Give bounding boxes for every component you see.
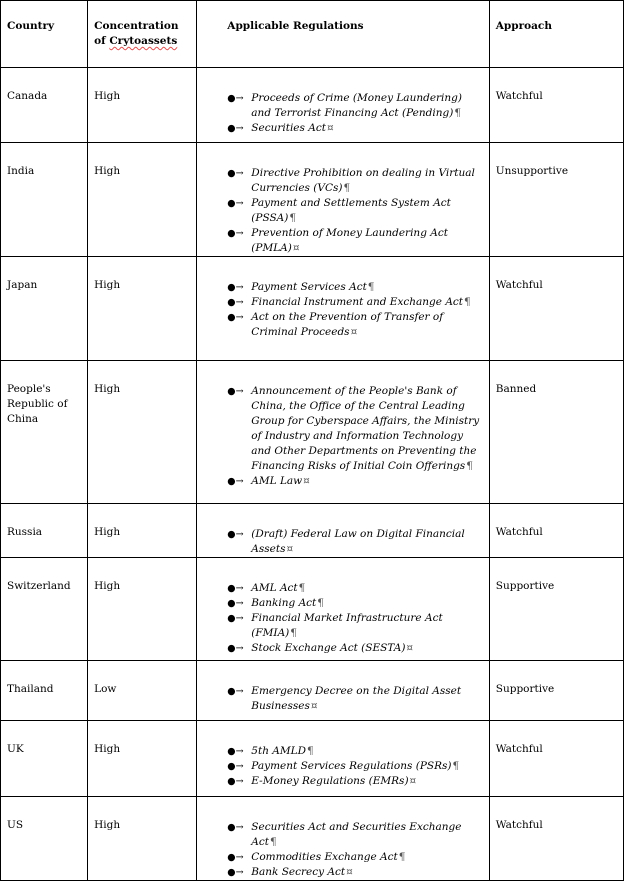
regulations-cell: [197, 143, 489, 257]
regulation-text: Banking Act: [251, 597, 317, 609]
list-item: [227, 596, 484, 611]
bullet-arrow-icon: ●→: [227, 613, 244, 624]
concentration-value-cell: [88, 504, 197, 558]
cell-end-mark-icon: ¤: [346, 866, 353, 878]
concentration-value: High: [94, 819, 121, 831]
header-regulations: Applicable Regulations: [227, 20, 364, 32]
list-item: [227, 121, 484, 136]
bullet-arrow-icon: ●→: [227, 867, 244, 878]
concentration-value-cell: [88, 797, 197, 881]
concentration-value-cell: [88, 661, 197, 721]
list-item: [227, 295, 484, 310]
regulations-cell: [197, 68, 489, 143]
regulation-text: Proceeds of Crime (Money Laundering) and Terrorist Financing Act (Pending): [251, 92, 462, 119]
approach-value-cell: [489, 797, 623, 881]
header-crytoassets-misspelled: Crytoassets: [109, 35, 178, 47]
regulation-list: [197, 257, 488, 340]
regulation-text: Financial Instrument and Exchange Act: [251, 296, 463, 308]
table-row: [1, 721, 624, 797]
pilcrow-icon: ¶: [298, 582, 306, 594]
pilcrow-icon: ¶: [317, 597, 324, 609]
bullet-arrow-icon: ●→: [227, 297, 244, 308]
regulation-list: [197, 504, 488, 557]
table-row: [1, 504, 624, 558]
header-cell-concentration: [88, 1, 197, 68]
country-name: Russia: [7, 526, 43, 538]
bullet-arrow-icon: ●→: [227, 476, 244, 487]
concentration-value-cell: [88, 257, 197, 361]
bullet-arrow-icon: ●→: [227, 643, 244, 654]
regulation-list: [197, 797, 488, 880]
approach-value: Watchful: [495, 90, 543, 102]
bullet-arrow-icon: ●→: [227, 198, 244, 209]
approach-value-cell: [489, 257, 623, 361]
concentration-value-cell: [88, 361, 197, 504]
approach-value: Banned: [495, 383, 537, 395]
approach-value-cell: [489, 558, 623, 661]
approach-value-cell: [489, 504, 623, 558]
regulation-text: Emergency Decree on the Digital Asset Businesses: [251, 685, 462, 712]
bullet-arrow-icon: ●→: [227, 746, 244, 757]
country-name: Japan: [7, 279, 38, 291]
list-item: [227, 774, 484, 789]
header-cell-approach: [489, 1, 623, 68]
approach-value: Watchful: [495, 819, 543, 831]
pilcrow-icon: ¶: [452, 760, 460, 772]
pilcrow-icon: ¶: [466, 460, 473, 472]
regulations-cell: [197, 797, 489, 881]
list-item: [227, 581, 484, 596]
cell-end-mark-icon: ¤: [326, 122, 334, 134]
regulation-list: [197, 361, 488, 489]
country-name-cell: [1, 361, 88, 504]
concentration-value-cell: [88, 721, 197, 797]
pilcrow-icon: ¶: [398, 851, 406, 863]
concentration-value-cell: [88, 68, 197, 143]
bullet-arrow-icon: ●→: [227, 228, 244, 239]
table-row: [1, 361, 624, 504]
country-name-cell: [1, 143, 88, 257]
bullet-arrow-icon: ●→: [227, 583, 244, 594]
approach-value: Watchful: [495, 279, 543, 291]
concentration-value: High: [94, 383, 121, 395]
regulation-text: Securities Act and Securities Exchange Act: [251, 821, 462, 848]
table-row: [1, 661, 624, 721]
list-item: [227, 684, 484, 714]
regulation-text: Announcement of the People's Bank of China, the Office of the Central Leading Group for Cyberspace Affairs, the Ministry of Industry and Information Technology and Other Departments on Preventing the Financing Risks of Initial Coin Offerings: [251, 385, 480, 472]
country-name-cell: [1, 257, 88, 361]
pilcrow-icon: ¶: [367, 281, 375, 293]
bullet-arrow-icon: ●→: [227, 852, 244, 863]
approach-value-cell: [489, 143, 623, 257]
country-name: India: [7, 165, 35, 177]
regulation-text: Act on the Prevention of Transfer of Criminal Proceeds: [251, 311, 444, 338]
regulation-list: [197, 661, 488, 714]
regulation-list: [197, 143, 488, 256]
approach-value: Watchful: [495, 743, 543, 755]
regulation-text: 5th AMLD: [251, 745, 307, 757]
concentration-value: High: [94, 743, 121, 755]
regulation-text: AML Law: [251, 475, 303, 487]
concentration-value: High: [94, 580, 121, 592]
bullet-arrow-icon: ●→: [227, 598, 244, 609]
country-name: Switzerland: [7, 580, 71, 592]
regulation-list: [197, 721, 488, 789]
bullet-arrow-icon: ●→: [227, 93, 244, 104]
bullet-arrow-icon: ●→: [227, 282, 244, 293]
country-name-cell: [1, 661, 88, 721]
list-item: [227, 280, 484, 295]
regulations-cell: [197, 721, 489, 797]
list-item: [227, 820, 484, 850]
header-row: [1, 1, 624, 68]
bullet-arrow-icon: ●→: [227, 776, 244, 787]
concentration-value: High: [94, 165, 121, 177]
table-row: [1, 558, 624, 661]
country-name-cell: [1, 721, 88, 797]
concentration-value-cell: [88, 143, 197, 257]
country-name-cell: [1, 68, 88, 143]
list-item: [227, 850, 484, 865]
regulation-text: Payment Services Regulations (PSRs): [251, 760, 452, 772]
country-name: UK: [7, 743, 24, 755]
regulation-text: Prevention of Money Laundering Act (PMLA): [251, 227, 448, 254]
pilcrow-icon: ¶: [454, 107, 461, 119]
country-name: Thailand: [7, 683, 54, 695]
approach-value: Supportive: [495, 580, 555, 592]
header-cell-regulations: [197, 1, 489, 68]
table-row: [1, 143, 624, 257]
regulations-cell: [197, 504, 489, 558]
pilcrow-icon: ¶: [307, 745, 314, 757]
approach-value: Watchful: [495, 526, 543, 538]
bullet-arrow-icon: ●→: [227, 761, 244, 772]
header-country: Country: [7, 20, 55, 32]
list-item: [227, 310, 484, 340]
country-name: US: [7, 819, 24, 831]
pilcrow-icon: ¶: [269, 836, 277, 848]
header-concentration: [88, 1, 196, 49]
list-item: [227, 166, 484, 196]
regulations-cell: [197, 558, 489, 661]
header-concentration-line1: Concentration: [94, 20, 179, 32]
table-body: [1, 68, 624, 881]
regulations-cell: [197, 361, 489, 504]
approach-value: Unsupportive: [495, 165, 569, 177]
pilcrow-icon: ¶: [343, 182, 351, 194]
bullet-arrow-icon: ●→: [227, 822, 244, 833]
country-name-cell: [1, 558, 88, 661]
table-row: [1, 68, 624, 143]
cell-end-mark-icon: ¤: [409, 775, 417, 787]
regulation-text: Commodities Exchange Act: [251, 851, 398, 863]
regulation-text: AML Act: [251, 582, 298, 594]
approach-value-cell: [489, 661, 623, 721]
list-item: [227, 474, 484, 489]
table-row: [1, 257, 624, 361]
pilcrow-icon: ¶: [290, 627, 297, 639]
regulations-cell: [197, 661, 489, 721]
list-item: [227, 226, 484, 256]
list-item: [227, 91, 484, 121]
regulation-text: Financial Market Infrastructure Act (FMIA): [251, 612, 443, 639]
bullet-arrow-icon: ●→: [227, 529, 244, 540]
concentration-value-cell: [88, 558, 197, 661]
list-item: [227, 744, 484, 759]
list-item: [227, 865, 484, 880]
bullet-arrow-icon: ●→: [227, 386, 244, 397]
bullet-arrow-icon: ●→: [227, 686, 244, 697]
list-item: [227, 384, 484, 474]
list-item: [227, 759, 484, 774]
regulation-text: Securities Act: [251, 122, 326, 134]
header-approach: Approach: [495, 20, 552, 32]
pilcrow-icon: ¶: [464, 296, 471, 308]
approach-value-cell: [489, 721, 623, 797]
regulation-list: [197, 558, 488, 656]
approach-value-cell: [489, 68, 623, 143]
regulation-text: Bank Secrecy Act: [251, 866, 346, 878]
list-item: [227, 611, 484, 641]
regulation-text: Directive Prohibition on dealing in Virtual Currencies (VCs): [251, 167, 475, 194]
pilcrow-icon: ¶: [289, 212, 297, 224]
list-item: [227, 641, 484, 656]
list-item: [227, 196, 484, 226]
concentration-value: Low: [94, 683, 117, 695]
concentration-value: High: [94, 526, 121, 538]
concentration-value: High: [94, 279, 121, 291]
regulation-text: E-Money Regulations (EMRs): [251, 775, 409, 787]
cell-end-mark-icon: ¤: [303, 475, 310, 487]
regulation-text: (Draft) Federal Law on Digital Financial Assets: [251, 528, 465, 555]
cell-end-mark-icon: ¤: [286, 543, 294, 555]
bullet-arrow-icon: ●→: [227, 123, 244, 134]
bullet-arrow-icon: ●→: [227, 168, 244, 179]
regulation-list: [197, 68, 488, 136]
approach-value-cell: [489, 361, 623, 504]
country-name: People's Republic of China: [7, 383, 68, 425]
table-row: [1, 797, 624, 881]
cell-end-mark-icon: ¤: [310, 700, 318, 712]
regulation-text: Payment Services Act: [251, 281, 367, 293]
approach-value: Supportive: [495, 683, 555, 695]
header-cell-country: [1, 1, 88, 68]
regulation-text: Payment and Settlements System Act (PSSA): [251, 197, 451, 224]
concentration-value: High: [94, 90, 121, 102]
header-concentration-prefix: of: [94, 35, 110, 47]
list-item: [227, 527, 484, 557]
country-name: Canada: [7, 90, 48, 102]
cell-end-mark-icon: ¤: [350, 326, 358, 338]
regulations-cell: [197, 257, 489, 361]
bullet-arrow-icon: ●→: [227, 312, 244, 323]
cell-end-mark-icon: ¤: [406, 642, 414, 654]
country-name-cell: [1, 504, 88, 558]
cell-end-mark-icon: ¤: [292, 242, 300, 254]
country-name-cell: [1, 797, 88, 881]
regulation-text: Stock Exchange Act (SESTA): [251, 642, 406, 654]
